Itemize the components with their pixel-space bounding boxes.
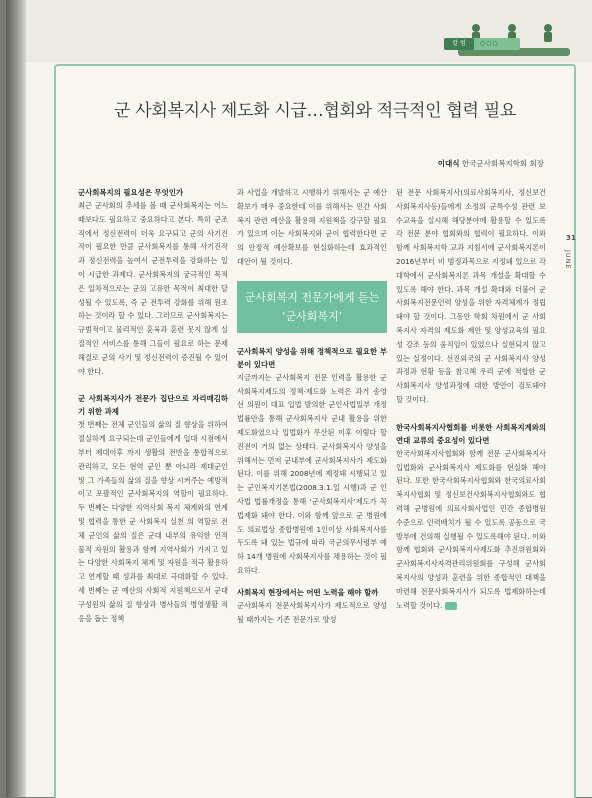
binding-spine (6, 0, 26, 797)
subheading: 군사회복지의 필요성은 무엇인가 (78, 188, 184, 197)
author-name: 이대식 (437, 159, 460, 168)
magazine-page (6, 0, 592, 797)
paragraph: 지금까지는 군사회복지 전문 인력을 활용한 군사회복지제도의 정책·제도화 노력은 과거 송영선 의원이 대표 입법 발의한 군인사법일부 개정 법률안을 통해 군사회복지사 군내 활용을 위한 제도화였으나 입법화가 무산된 이후 이렇다 할 진전이 거의 없는 상태다. 군사회복지사 양성을 위해서는 먼저 군내부에 군사회복지사가 제도화된다. 이를 위해 2008년에 제정돼 시행되고 있는 군인복지기본법(2008.3.1.일 시행)과 군 인사법 법률개정을 통해 ‘군사회복지사’제도가 꼭 법제화 돼야 한다. 이와 함께 앞으로 군 병원에도 의료법상 종합병원에 1인이상 사회복지사를 두도록 돼 있는 법규에 따라 국군의무사령부 예하 14개 병원에 사회복지사를 채용하는 것이 필요하다. (237, 372, 387, 575)
pull-quote-box: 군사회복지 전문가에게 듣는 ‘군사회복지’ (237, 281, 387, 333)
section-dots: ○○○ (480, 40, 499, 47)
month-label: JUNE (564, 250, 572, 270)
paragraph: 된 전문 사회복지사(의료사회복지사, 정신보건 사회복지사등)들에게 소정의 군특수성 관련 보수교육을 실시해 해당분야에 활용할 수 있도록 각 전문 분야 협회와의 협력이 필요하다. 이와 함께 사회복지학 교과 지침서에 군사회복지론이 2016년부터 비 범정과목으로 지정돼 있으로 각 대학에서 군사회복지론 과목 개설을 확대할 수 있도록 해야 한다. 과목 개설 확대와 더불어 군사회복지전문인력 양성을 위한 자격체계가 정립돼야 할 것이다. 그동안 학회 차원에서 군 사회복지사 자격의 제도화 제안 및 양성교육의 필요성 강조 등의 움직임이 있었으나 실현되지 않고 있는 실정이다. 선진외국의 군 사회복지사 양성과정과 현황 등을 참고해 우리 군에 적합한 군 사회복지사 양성과정에 대한 방안이 검토돼야 할 것이다. (396, 188, 546, 404)
end-mark-icon (445, 602, 457, 610)
article-frame (54, 64, 576, 798)
column-2 (237, 186, 387, 626)
paragraph: 군사회복지 전문사회복지사가 제도적으로 양성될 때까지는 기존 전문가로 양성 (237, 600, 387, 624)
paragraph: 최근 군사회의 추세를 볼 때 군사회복지는 어느 때보다도 필요하고 중요하다고 본다. 특히 군조직에서 정신전력이 더욱 요구되고 군의 사기진작이 필요한 만큼 군사회복지를 통해 사기진작과 정신전력을 높여서 군전투력을 강화하는 일이 시급한 과제다. 군사회복지의 궁극적인 목적은 일차적으로는 군의 고유한 목적이 최대한 달성될 수 있도록, 즉 군 전투력 강화를 위해 원조하는 것이라 할 수 있다. 그러므로 군사회복지는 규범적이고 물리적인 훈육과 훈련 못지 않게 실질적인 서비스를 통해 그들이 필요로 하는 문제해결로 군의 사기 및 정신전력이 증진될 수 있어야 한다. (78, 201, 228, 376)
page-number: 31 (566, 234, 576, 242)
column-1 (78, 186, 228, 625)
paragraph-text: 한국사회복지사협회와 함께 전문 군사회복지사 입법화와 군사회복지사 제도화를 현실화 해야 된다. 또한 한국사회복지사협회와 한국의료사회복지사협회 및 정신보건사회복지사협회와도 협력해 군병원에 의료사회사업인 민간 종합병원 수준으로 인력배치가 될 수 있도록 공동으로 국방부에 건의해 실행될 수 있도록해야 된다. 이와 함께 협회와 군사회복지사제도화 추진위원회와 군사회복지사자격관리위원회를 구성해 군사회복지사의 양성과 훈련을 위한 종합적인 대책을 마련해 전문사회복지사가 되도록 법제화하는데 노력할 것이다. (396, 448, 546, 610)
paragraph: 첫 번째는 전체 군인들의 삶의 질 향상을 위하여 절실하게 요구되는데 군인들에게 입대 시점에서부터 제대이후 까지 생활의 전반을 통합적으로 관리하고, 모든 현역 군인 뿐 아니라 제대군인 및 그 가족들의 삶의 질을 향상 시켜주는 예방적이고 포괄적인 군사회복지의 역할이 필요하다. 두 번째는 다양한 지역사회 복지 체계와의 연계 및 협력을 통한 군 사회복지 실천 의 역할로 전체 군인의 삶의 질은 군대 내부의 유익한 인적 물적 자원의 활용과 함께 지역사회가 가지고 있는 다양한 사회복지 체계 및 자원을 적극 활용하고 연계할 때 성과를 최대로 극대화할 수 있다. 세 번째는 군 예산의 사회적 지원책으로서 군대 구성원의 삶의 질 향상과 병사들의 병영생활 적응을 돕는 정책 (78, 420, 228, 623)
paragraph: 과 사업을 개발하고 시행하기 위해서는 군 예산확보가 매우 중요한데 이를 위해서는 민간 사회복지 관련 예산을 활용해 지원책을 강구할 필요가 있으며 이는 사회복지와 군이 협력한다면 군의 안정적 예산확보를 현실화하는데 효과적인 대안이 될 것이다. (237, 188, 387, 266)
section-tab (444, 38, 520, 50)
article-title: 군 사회복지사 제도화 시급…협회와 적극적인 협력 필요 (113, 101, 516, 121)
subheading: 사회복지 현장에서는 어떤 노력을 해야 할까 (237, 587, 379, 597)
author-affiliation: 한국군사회복지학회 회장 (461, 159, 544, 168)
section-badge: 칼 럼 (444, 38, 474, 50)
subheading: 군사회복지 양성을 위해 정책적으로 필요한 부분이 있다면 (237, 346, 387, 369)
column-3 (396, 186, 546, 612)
paragraph (396, 447, 546, 613)
subheading: 한국사회복지사협회를 비롯한 사회복지계와의 연대 교류의 중요성이 있다면 (396, 422, 546, 445)
author-line (438, 158, 544, 169)
subheading: 군 사회복지사가 전문가 집단으로 자리매김하기 위한 과제 (78, 394, 228, 417)
